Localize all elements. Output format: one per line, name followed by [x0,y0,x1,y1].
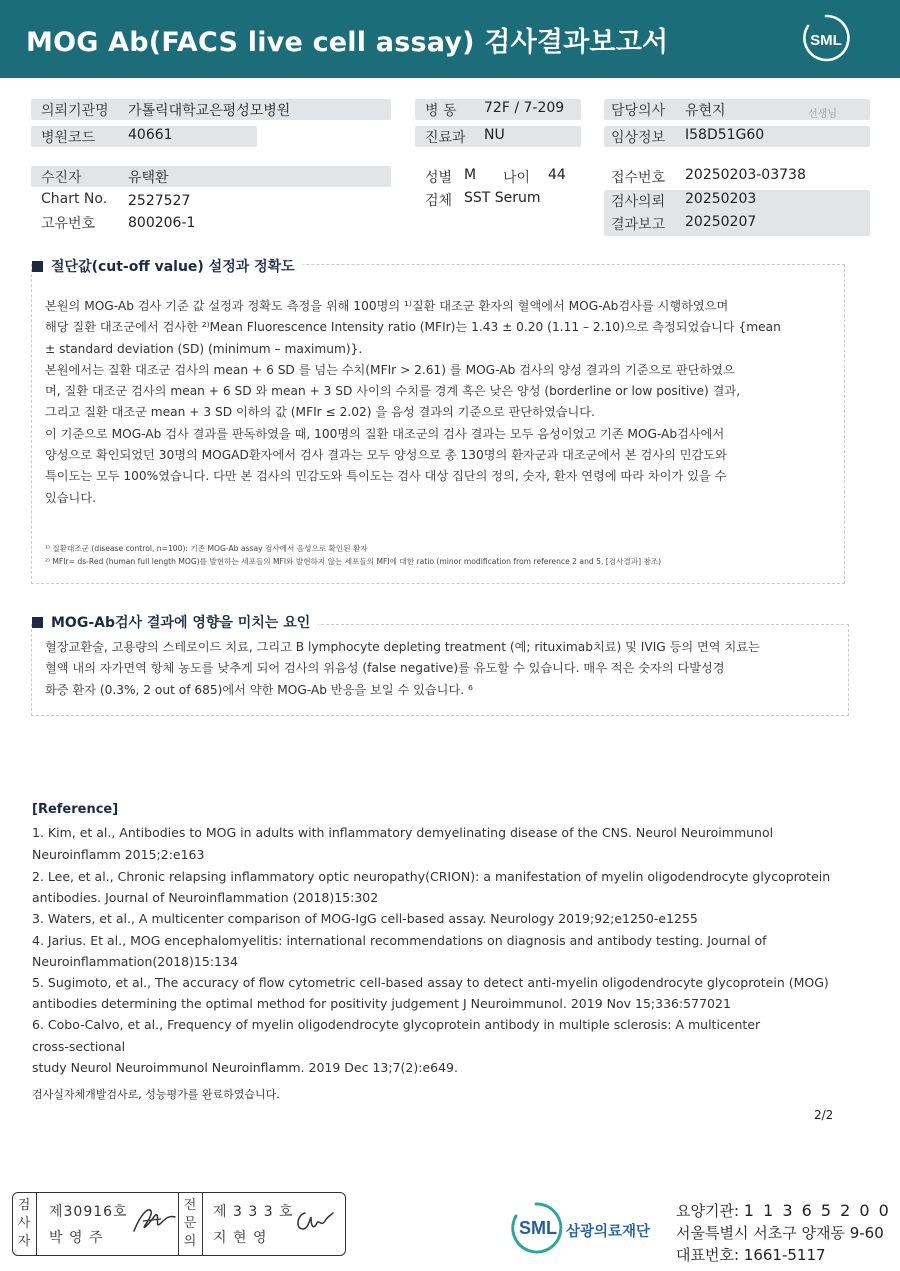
label-bar [31,166,391,187]
paragraph-line: 혈액 내의 자가면역 항체 농도를 낮추게 되어 검사의 위음성 (false negative)를 유도할 수 있습니다. 매우 적은 숫자의 다발성경 [45,661,725,676]
chart-no-label: Chart No. [41,191,108,207]
reference-line: study Neurol Neuroimmunol Neuroinflamm. 2019 Dec 13;7(2):e649. [32,1060,458,1075]
report-date-label: 결과보고 [611,217,666,233]
examiner-signature-icon [131,1203,179,1237]
divider [202,1193,203,1255]
reference-line: antibodies determining the optimal method for positivity judgement J Neuroimmunol. 2019 Nov 15;336:577021 [32,996,731,1011]
paragraph-line: 며, 질환 대조군 검사의 mean + 6 SD 와 mean + 3 SD 사이의 수치를 경계 혹은 낮은 양성 (borderline or low positive) 결과, [45,384,741,399]
reference-line: 6. Cobo-Calvo, et al., Frequency of myelin oligodendrocyte glycoprotein antibody in multiple sclerosis: A multicenter [32,1017,761,1032]
institution-label: 의뢰기관명 [41,103,109,119]
doctor-suffix: 선생님 [808,109,837,120]
paragraph-line: 혈장교환술, 고용량의 스테로이드 치료, 그리고 B lymphocyte depleting treatment (예; rituximab치료) 및 IVIG 등의 면역 치료는 [45,640,760,654]
phone-value: 1661-5117 [743,1246,826,1264]
doctor-label: 담당의사 [611,103,666,119]
institution-value: 가톨릭대학교은평성모병원 [128,103,291,119]
dept-value: NU [484,127,505,143]
paragraph-line: 있습니다. [45,490,96,505]
dept-label: 진료과 [425,130,466,146]
receipt-no-value: 20250203-03738 [685,167,806,183]
reference-line: 2. Lee, et al., Chronic relapsing inflammatory optic neuropathy(CRION): a manifestation of myelin oligodendrocyte glycoprotein [32,869,831,884]
sex-label: 성별 [425,170,453,186]
ward-label: 병 동 [425,103,457,119]
clinical-info-label: 임상정보 [611,130,666,146]
organization-phone [676,1244,826,1265]
footnote-1: ¹⁾ 질환대조군 (disease control, n=100): 기존 MOG-Ab assay 검사에서 음성으로 확인된 환자 [45,544,368,553]
request-date-label: 검사의뢰 [611,194,666,210]
clinical-info-value: I58D51G60 [685,127,765,143]
organization-name: 삼광의료재단 [566,1224,651,1240]
institution-code-value: 1 1 3 6 5 2 0 0 [743,1201,891,1220]
doctor-value: 유현지 [685,103,726,119]
specialist-name: 지 현 영 [213,1230,268,1246]
reference-line: Neuroinflammation(2018)15:134 [32,954,238,969]
paragraph-line: 이 기준으로 MOG-Ab 검사 결과를 판독하였을 때, 100명의 질환 대조군의 검사 결과는 모두 음성이었고 기존 MOG-Ab검사에서 [45,426,725,441]
paragraph-line: 해당 질환 대조군에서 검사한 ²⁾Mean Fluorescence Intensity ratio (MFIr)는 1.43 ± 0.20 (1.11 – 2.10)으로 측정되었습니다 {mean [45,320,781,335]
chart-no-value: 2527527 [128,193,191,209]
unique-no-value: 800206-1 [128,215,196,231]
report-date-value: 20250207 [685,214,757,230]
reference-line: 3. Waters, et al., A multicenter comparison of MOG-IgG cell-based assay. Neurology 2019;92;e1250-e1255 [32,911,698,926]
paragraph-line: 본원의 MOG-Ab 검사 기준 값 설정과 정확도 측정을 위해 100명의 ¹⁾질환 대조군 환자의 혈액에서 MOG-Ab검사를 시행하였으며 [45,299,729,313]
examiner-role-label [13,1197,35,1251]
examinee-label: 수진자 [41,170,82,186]
role-char: 의 [183,1234,197,1249]
square-bullet-icon [32,617,43,628]
institution-code-label: 요양기관: [676,1202,740,1220]
specialist-signature-icon [291,1205,337,1237]
examiner-name: 박 영 주 [49,1230,104,1246]
cutoff-paragraph [45,296,835,509]
reference-line: antibodies. Journal of Neuroinflammation (2018)15:302 [32,890,379,905]
role-char: 사 [17,1216,31,1231]
header-logo-text: SML [810,32,842,49]
report-header [0,0,900,78]
paragraph-line: ± standard deviation (SD) (minimum – maximum)}. [45,341,363,356]
factors-paragraph [45,637,841,701]
role-char: 전 [183,1198,197,1213]
organization-address: 서울특별시 서초구 양재동 9-60 [676,1224,884,1242]
paragraph-line: 양성으로 확인되었던 30명의 MOGAD환자에서 검사 결과는 모두 양성으로 총 130명의 환자군과 대조군에서 본 검사의 민감도와 [45,448,727,463]
reference-line: cross-sectional [32,1039,126,1054]
organization-logo-icon [510,1200,660,1256]
institution-code [676,1200,891,1221]
role-char: 자 [17,1234,31,1249]
paragraph-line: 본원에서는 질환 대조군 검사의 mean + 6 SD 를 넘는 수치(MFIr > 2.61) 를 MOG-Ab 검사의 양성 결과의 기준으로 판단하였으 [45,362,735,377]
divider [36,1193,37,1255]
reference-line: Neuroinflamm 2015;2:e163 [32,847,205,862]
age-value: 44 [548,167,566,183]
sex-value: M [464,167,477,183]
paragraph-line: 화증 환자 (0.3%, 2 out of 685)에서 약한 MOG-Ab 반응을 보일 수 있습니다. ⁶ [45,682,473,697]
page-number: 2/2 [814,1108,834,1122]
age-label: 나이 [503,170,531,186]
phone-label: 대표번호: [676,1246,740,1264]
request-date-value: 20250203 [685,191,757,207]
square-bullet-icon [32,261,43,272]
sml-logo-icon [800,12,852,64]
signature-box [12,1192,346,1256]
specialist-role-label [179,1197,201,1251]
reference-line: 5. Sugimoto, et al., The accuracy of flow cytometric cell-based assay to detect anti-myelin oligodendrocyte glycoprotein (MOG) [32,975,829,990]
validation-notice: 검사실자체개발검사로, 성능평가를 완료하였습니다. [32,1088,280,1101]
reference-line: 1. Kim, et al., Antibodies to MOG in adults with inflammatory demyelinating disease of the CNS. Neurol Neuroimmunol [32,825,774,840]
unique-no-label: 고유번호 [41,216,96,232]
hospital-code-label: 병원코드 [41,130,96,146]
factors-section-title [32,612,318,632]
role-char: 검 [17,1198,31,1213]
hospital-code-value: 40661 [128,127,173,143]
reference-title: [Reference] [32,802,119,817]
cutoff-section-title [32,256,303,276]
cutoff-section-title-text: 절단값(cut-off value) 설정과 정확도 [51,259,295,275]
factors-section-title-text: MOG-Ab검사 결과에 영향을 미치는 요인 [51,615,311,631]
reference-line: 4. Jarius. Et al., MOG encephalomyelitis: international recommendations on diagnosis and antibody testing. Journal of [32,933,767,948]
examinee-value: 유택환 [128,170,169,186]
specimen-label: 검체 [425,193,453,209]
org-logo-text: SML [519,1218,557,1238]
receipt-no-label: 접수번호 [611,170,666,186]
report-title: MOG Ab(FACS live cell assay) 검사결과보고서 [26,27,669,58]
paragraph-line: 특이도는 모두 100%였습니다. 다만 본 검사의 민감도와 특이도는 검사 대상 집단의 정의, 숫자, 환자 연령에 따라 차이가 있을 수 [45,469,727,484]
ward-value: 72F / 7-209 [484,100,565,116]
specialist-license-no: 제 3 3 3 호 [213,1204,294,1220]
role-char: 문 [183,1216,197,1231]
paragraph-line: 그리고 질환 대조군 mean + 3 SD 이하의 값 (MFIr ≤ 2.02) 을 음성 결과의 기준으로 판단하였습니다. [45,405,595,420]
specimen-value: SST Serum [464,190,541,206]
footnote-2: ²⁾ MFIr= ds-Red (human full length MOG)를 발현하는 세포들의 MFI와 발현하지 않는 세포들의 MFI에 대한 ratio (minor modification from reference 2 and 5, [검사결과] 참조) [45,557,662,566]
examiner-license-no: 제30916호 [49,1204,128,1220]
